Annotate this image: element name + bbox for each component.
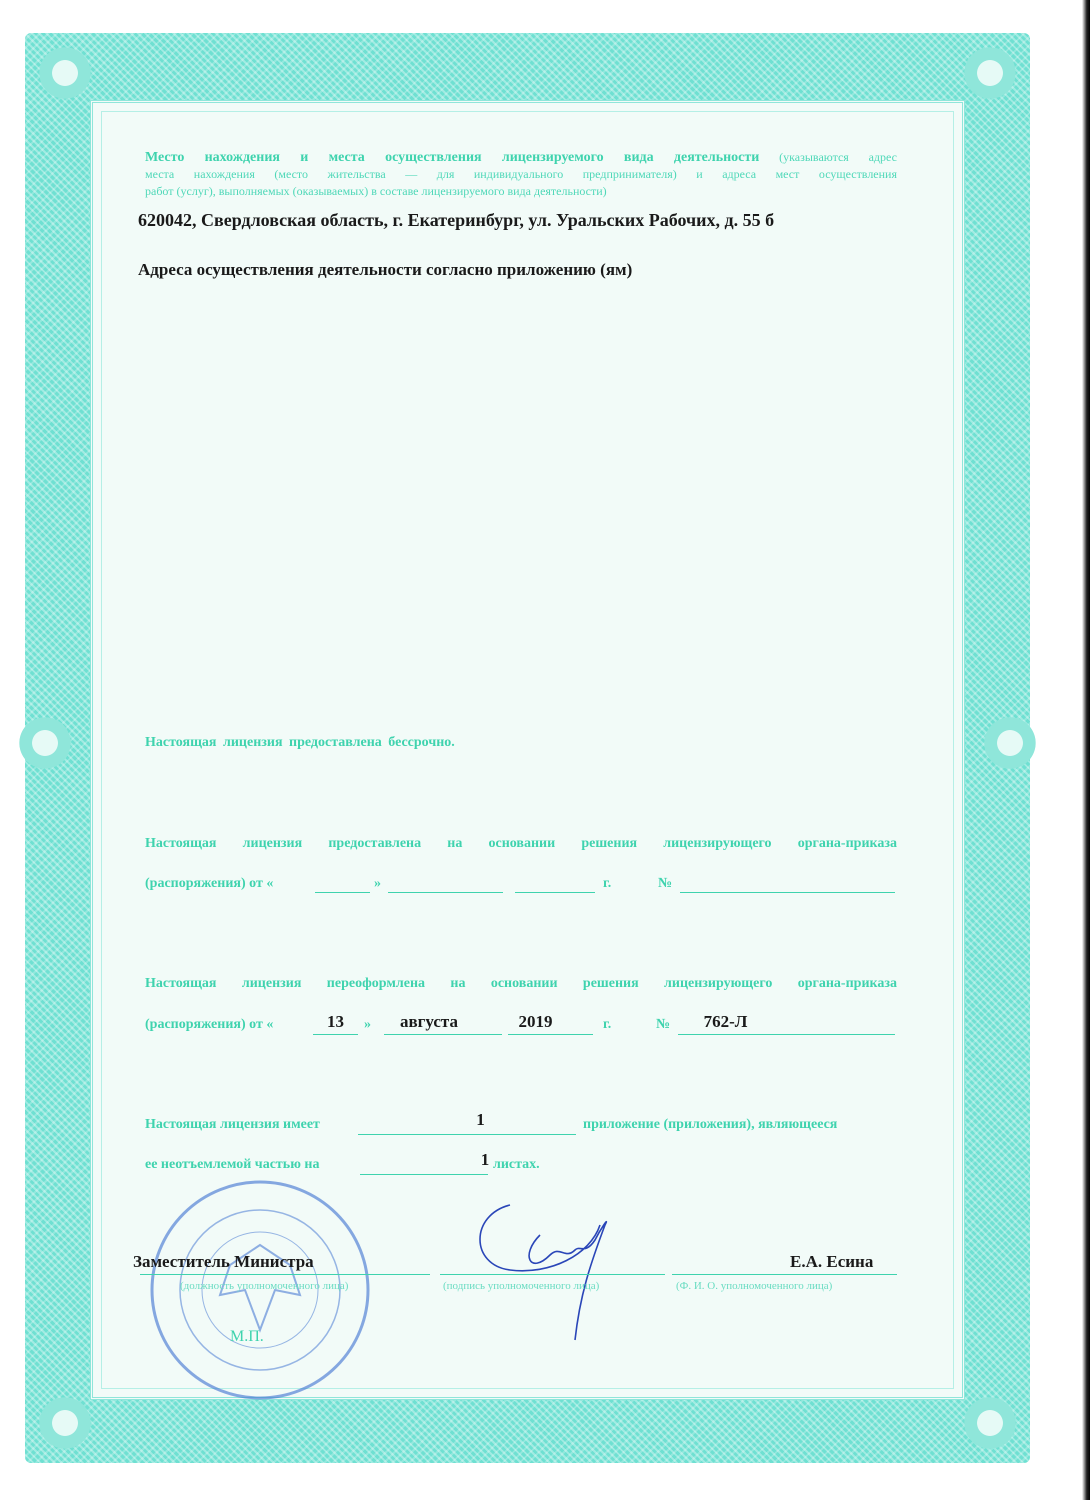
- location-note: (указываются адрес: [779, 150, 897, 164]
- granted-prefix: (распоряжения) от «: [145, 876, 274, 891]
- license-term: Настоящая лицензия предоставлена бессрочно.: [145, 735, 455, 750]
- reissued-number: 762-Л: [703, 1012, 748, 1031]
- corner-ornament: [960, 43, 1020, 103]
- location-note: места нахождения (место жительства — для индивидуального предпринимателя) и адреса мест осуществления: [145, 167, 897, 181]
- granted-year-field: [515, 892, 595, 893]
- granted-basis: Настоящая лицензия предоставлена на основании решения лицензирующего органа-приказа: [145, 836, 897, 851]
- appendix-count-field: [358, 1134, 576, 1135]
- reissued-month: августа: [400, 1012, 458, 1031]
- name-caption: (Ф. И. О. уполномоченного лица): [676, 1280, 833, 1292]
- appendix-text: ее неотъемлемой частью на: [145, 1157, 320, 1172]
- reissued-basis: Настоящая лицензия переоформлена на основании решения лицензирующего органа-приказа: [145, 976, 897, 991]
- location-title: Место нахождения и места осуществления лицензируемого вида деятельности: [145, 150, 760, 165]
- quote-close: »: [374, 876, 381, 891]
- number-sign: №: [658, 876, 673, 891]
- location-header: [145, 149, 897, 200]
- granted-number-field: [680, 892, 895, 893]
- signatory-position: Заместитель Министра: [133, 1252, 314, 1271]
- granted-day-field: [315, 892, 370, 893]
- scan-edge: [1082, 0, 1090, 1500]
- year-suffix: г.: [603, 1017, 612, 1032]
- year-suffix: г.: [603, 876, 612, 891]
- side-ornament: [980, 713, 1040, 773]
- number-sign: №: [656, 1017, 671, 1032]
- reissued-prefix: (распоряжения) от «: [145, 1017, 274, 1032]
- position-line: [140, 1274, 430, 1275]
- reissued-year: 2019: [518, 1012, 553, 1031]
- quote-close: »: [364, 1017, 371, 1032]
- reissued-day-field: [313, 1034, 358, 1035]
- corner-ornament: [35, 1393, 95, 1453]
- reissued-day: 13: [327, 1012, 344, 1031]
- addresses-note: Адреса осуществления деятельности согласно приложению (ям): [138, 260, 633, 279]
- location-note: работ (услуг), выполняемых (оказываемых) в составе лицензируемого вида деятельности): [145, 184, 607, 198]
- name-line: [672, 1274, 897, 1275]
- license-address: 620042, Свердловская область, г. Екатеринбург, ул. Уральских Рабочих, д. 55 б: [138, 210, 775, 230]
- signatory-name: Е.А. Есина: [790, 1252, 874, 1271]
- appendix-sheets-field: [360, 1174, 488, 1175]
- signature-line: [440, 1274, 665, 1275]
- appendix-text: приложение (приложения), являющееся: [583, 1117, 838, 1132]
- corner-ornament: [960, 1393, 1020, 1453]
- appendix-count: 1: [476, 1110, 485, 1129]
- reissued-number-field: [678, 1034, 895, 1035]
- appendix-text: листах.: [493, 1157, 540, 1172]
- granted-month-field: [388, 892, 503, 893]
- seal-place: М.П.: [230, 1328, 264, 1345]
- appendix-text: Настоящая лицензия имеет: [145, 1117, 320, 1132]
- signature-caption: (подпись уполномоченного лица): [443, 1280, 600, 1292]
- corner-ornament: [35, 43, 95, 103]
- side-ornament: [15, 713, 75, 773]
- signature-mark: [450, 1195, 640, 1345]
- reissued-month-field: [384, 1034, 502, 1035]
- position-caption: (должность уполномоченного лица): [180, 1280, 349, 1292]
- appendix-sheets: 1: [480, 1150, 490, 1169]
- reissued-year-field: [508, 1034, 593, 1035]
